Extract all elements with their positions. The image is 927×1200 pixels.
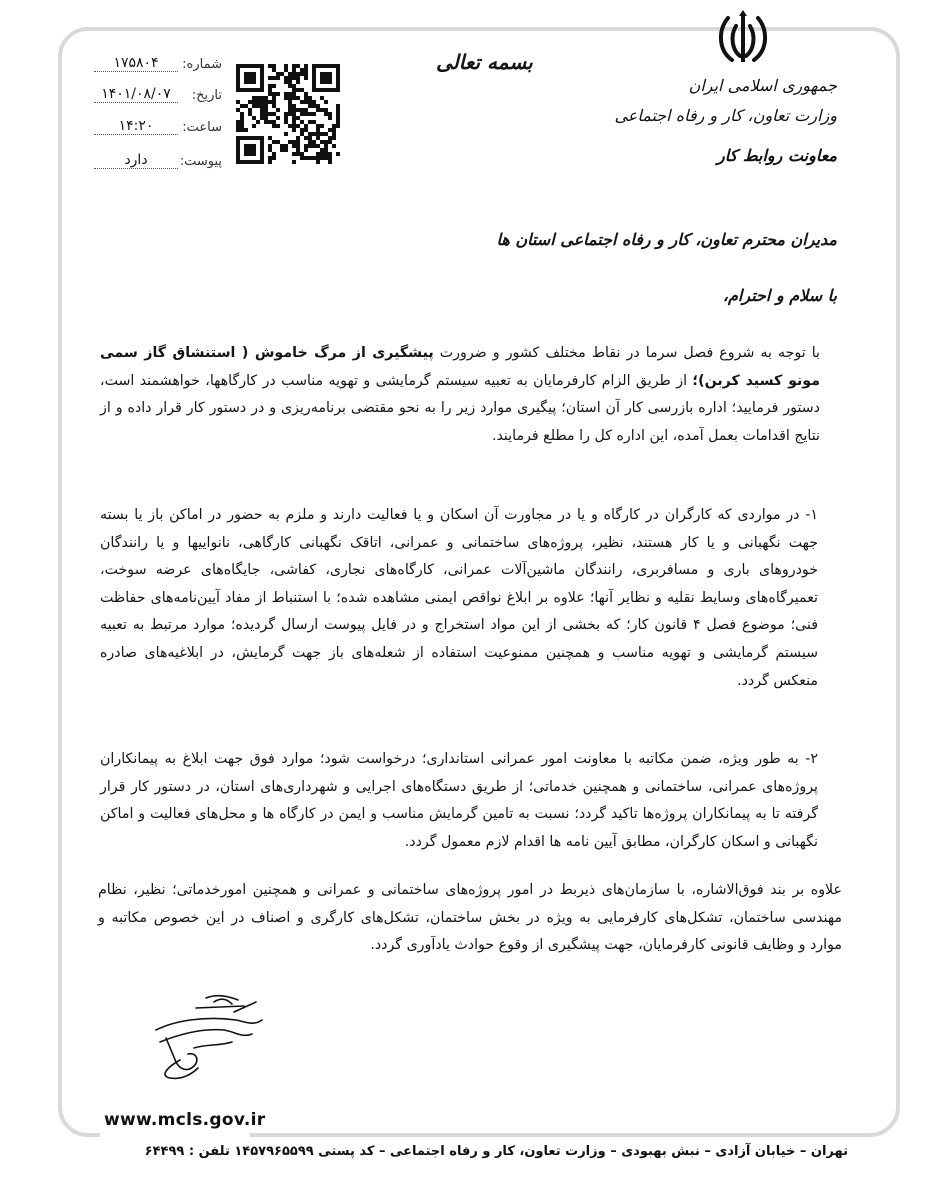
attachment-label: پیوست:: [179, 154, 222, 169]
org-deputy: معاونت روابط کار: [717, 146, 837, 165]
number-value: ۱۷۵۸۰۴: [94, 55, 178, 72]
letter-number: [94, 55, 222, 77]
recipient: مدیران محترم تعاون، کار و رفاه اجتماعی استان ها: [496, 230, 837, 249]
intro-text-a: با توجه به شروع فصل سرما در نقاط مختلف کشور و ضرورت: [433, 345, 820, 361]
qr-code-icon: [236, 64, 340, 164]
org-ministry: وزارت تعاون، کار و رفاه اجتماعی: [614, 106, 837, 125]
basmala: بسمه تعالی: [436, 50, 533, 74]
letter-time: [94, 118, 222, 140]
date-value: ۱۴۰۱/۰۸/۰۷: [94, 86, 178, 103]
time-value: ۱۴:۲۰: [94, 118, 178, 135]
item-2: ۲- به طور ویژه، ضمن مکاتبه با معاونت امور عمرانی استانداری؛ درخواست شود؛ موارد فوق جهت ابلاغ به پیمانکاران پروژه‌های عمرانی، ساختمانی و همچنین خدماتی؛ از طریق دستگاه‌های اجرایی و شهرداری‌های استان، در دستور کار قرار گرفته تا به پیمانکاران پروژه‌ها تاکید گردد؛ نسبت به تامین گرمایش مناسب و ایمن در کارگاه ها و محل‌های فعالیت و اماکن نگهبانی و اسکان کارگران، مطابق آیین نامه ها اقدام لازم معمول گردد.: [100, 751, 818, 850]
item-1: ۱- در مواردی که کارگران در کارگاه و یا در مجاورت آن اسکان و یا فعالیت دارند و ملزم به حضور در اماکن باز یا بسته جهت نگهبانی و یا کار هستند، نظیر، پروژه‌های ساختمانی و عمرانی، اتاقک نگهبانی کارگاهی، نانواییها و یا رانندگان خودروهای باری و مسافربری، رانندگان ماشین‌آلات عمرانی، کارگاه‌های نجاری، کفاشی، جایگاه‌های عرضه سوخت، تعمیرگاه‌های وسایط نقلیه و نظایر آنها؛ علاوه بر ابلاغ نواقص ایمنی مشاهده شده؛ با استنباط از مفاد آیین‌نامه‌های حفاظت فنی؛ موضوع فصل ۴ قانون کار؛ که بخشی از این مواد استخراج و در فایل پیوست ارسال گردیده؛ موارد مرتبط به تعبیه سیستم گرمایشی و تهویه مناسب و همچنین ممنوعیت استفاده از شعله‌های باز جهت گرمایش، در ابلاغیه‌های صادره منعکس گردد.: [100, 507, 818, 689]
closing-paragraph: علاوه بر بند فوق‌الاشاره، با سازمان‌های ذیربط در امور پروژه‌های ساختمانی و عمرانی و همچنین امورخدماتی؛ نظیر، نظام مهندسی ساختمان، تشکل‌های کارفرمایی به ویژه در بخش ساختمان، تشکل‌های کارگری و اصناف در این خصوص مکاتبه و موارد و وظایف قانونی کارفرمایان، جهت پیشگیری از وقوع حوادث یادآوری گردد.: [98, 882, 842, 954]
letter-date: [94, 86, 222, 108]
signature-image: [136, 990, 276, 1085]
time-label: ساعت:: [182, 120, 222, 135]
intro-paragraph: [100, 340, 820, 450]
greeting: با سلام و احترام،: [722, 286, 837, 305]
number-label: شماره:: [182, 57, 222, 72]
intro-text-b: از طریق الزام کارفرمایان به تعبیه سیستم گرمایشی و تهویه مناسب در کارگاهها، خواهشمند است، دستور فرمایید؛ اداره بازرسی کار آن استان؛ پیگیری موارد زیر را به نحو مقتضی برنامه‌ریزی و در دستور کار قرار داده و از نتایج اقدامات بعمل آمده، این اداره کل را مطلع فرمایند.: [100, 372, 820, 444]
date-label: تاریخ:: [191, 88, 222, 103]
footer-address: تهران – خیابان آزادی – نبش بهبودی – وزارت تعاون، کار و رفاه اجتماعی – کد پستی ۱۴۵۷۹۶۵۵۹۹ تلفن : ۶۴۴۹۹: [144, 1144, 848, 1159]
attachment-value[interactable]: دارد: [94, 152, 178, 169]
org-country: جمهوری اسلامی ایران: [688, 76, 837, 95]
website-url[interactable]: www.mcls.gov.ir: [104, 1110, 266, 1130]
iran-emblem-icon: [712, 8, 774, 70]
letter-attachment: [94, 152, 222, 174]
intro-bold-text: پیشگیری از مرگ خاموش ( استنشاق گاز سمی مونو کسید کربن)؛: [100, 345, 820, 389]
